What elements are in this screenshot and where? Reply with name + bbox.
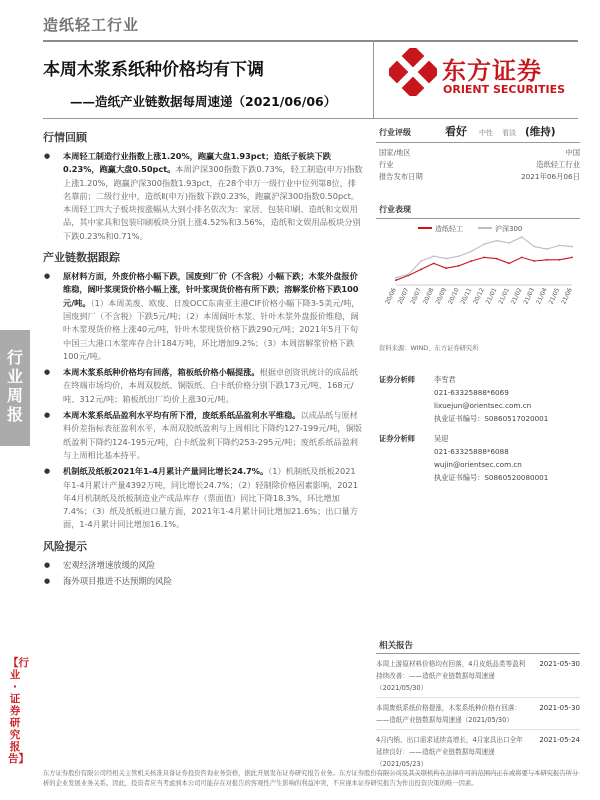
data-point: [521, 236, 523, 238]
data-point: [546, 259, 548, 261]
analyst-role: 证券分析师: [379, 434, 415, 443]
data-point: [433, 263, 435, 265]
rating-main: 看好: [445, 125, 467, 138]
data-point: [559, 245, 561, 247]
section-heading-risk: 风险提示: [43, 539, 87, 553]
data-point: [483, 243, 485, 245]
data-point: [483, 257, 485, 259]
x-tick-label: 21/01: [497, 286, 511, 306]
x-tick-label: 20/09: [434, 286, 449, 306]
review-bullet: [43, 150, 363, 243]
x-tick-label: 20/07: [396, 286, 411, 306]
legend-label: 沪深300: [495, 225, 523, 233]
related-report[interactable]: [376, 654, 580, 698]
chain-bullet-bold: 本周木浆系纸品盈利水平均有所下滑，废纸系纸品盈利水平维稳。: [63, 410, 301, 421]
related-report[interactable]: [376, 698, 580, 730]
report-category: 造纸轻工行业: [43, 16, 140, 34]
review-bullet-bold: 本周轻工制造行业指数上涨1.20%，跑赢大盘1.93pct；造纸子板块下跌0.23%，跑赢大盘0.50pct。: [63, 151, 331, 175]
chain-bullet: [43, 465, 363, 531]
report-subtitle: ——造纸产业链数据每周速递（2021/06/06）: [70, 94, 337, 109]
data-point: [420, 269, 422, 271]
section-heading-review: 行情回顾: [43, 131, 87, 144]
x-tick-label: 20/12: [472, 286, 486, 306]
risk-item: ● 海外项目推进不达预期的风险: [43, 575, 363, 588]
analyst-block: [376, 373, 580, 425]
x-tick-label: 20/07: [409, 286, 423, 306]
rating-option: 中性: [479, 129, 493, 137]
related-report[interactable]: [376, 730, 580, 774]
info-key: 报告发布日期: [379, 172, 423, 181]
x-tick-label: 20/08: [421, 286, 436, 306]
orient-logo-icon: [389, 48, 437, 96]
info-key: 国家/地区: [379, 148, 411, 157]
chart-source: 资料来源：WIND、东方证券研究所: [379, 345, 479, 352]
legend-label: 造纸轻工: [435, 225, 463, 233]
data-point: [508, 263, 510, 265]
data-point: [471, 260, 473, 262]
chain-bullet-text: 根据卓创资讯统计的成品纸在终端市场均价，本周双胶纸、铜版纸、白卡纸价格分别下跌173元/吨、168元/吨、312元/吨；箱板纸出厂均价上涨30元/吨。: [63, 367, 358, 404]
report-title: 本周木浆系纸种价格均有下调: [43, 60, 264, 80]
related-report-date: 2021-05-30: [539, 660, 580, 668]
data-point: [395, 279, 397, 281]
related-report-title[interactable]: 4月内销、出口需求延续高增长，4月家具出口全年延续良好：——造纸产业链数据每周速递（2021/05/23）: [376, 736, 523, 768]
data-point: [508, 242, 510, 244]
related-report-title[interactable]: 本周上游原材料价格均有回落，4月皮纸品类等盈利持续改善：——造纸产业链数据每周速递（2021/05/30）: [376, 660, 526, 692]
analyst-role: 证券分析师: [379, 375, 415, 384]
data-point: [433, 255, 435, 257]
data-point: [471, 251, 473, 253]
info-value: 中国: [565, 148, 580, 157]
analyst-phone: 021-63325888*6069: [434, 388, 509, 397]
chain-bullet-text: （1）本周美废、欧废、日废OCC东南亚主港CIF价格小幅下降3-5美元/吨，国废到厂（不含税）下跌5元/吨；（2）本周阔叶木浆、针叶木浆外盘报价维稳，阔叶木浆现货价格上涨40元/吨，针叶木浆现货价格下跌290元/吨；2021年5月下旬中国三大港口木浆库存合计184万吨，环比增加9.2%；（3）本周溶解浆价格下跌100元/吨。: [63, 297, 360, 361]
x-tick-label: 21/01: [484, 286, 499, 306]
data-point: [420, 260, 422, 262]
logo-cn-text: 东方证券: [442, 57, 542, 85]
data-point: [395, 277, 397, 279]
performance-chart: [376, 219, 580, 342]
analyst-license: 执业证书编号：S0860520080001: [434, 473, 549, 482]
data-point: [546, 248, 548, 250]
data-point: [408, 273, 410, 275]
x-tick-label: 21/04: [535, 286, 549, 306]
data-point: [571, 246, 573, 248]
analyst-phone: 021-63325888*6088: [434, 447, 509, 456]
data-point: [559, 259, 561, 261]
info-value: 造纸轻工行业: [536, 160, 580, 169]
section-heading-chain: 产业链数据跟踪: [43, 251, 120, 265]
side-note: 【行业·证券研究报告】: [8, 657, 29, 765]
x-tick-label: 20/10: [447, 286, 461, 306]
chain-bullet: [43, 270, 363, 363]
analyst-name: 吴迎: [434, 434, 449, 443]
data-point: [445, 267, 447, 269]
x-tick-label: 21/06: [560, 286, 574, 306]
info-key: 行业: [379, 160, 394, 169]
analyst-email[interactable]: wujin@orientsec.com.cn: [434, 460, 522, 469]
data-point: [496, 240, 498, 242]
chain-bullet-bold: 原材料方面，外废价格小幅下跌，国废到厂价（不含税）小幅下跌；木浆外盘报价维稳，阔叶浆现货价格小幅上涨，针叶浆现货价格有所下跌；溶解浆价格下跌100元/吨。: [63, 271, 359, 308]
chain-bullet: [43, 366, 363, 406]
data-point: [533, 260, 535, 262]
info-row: [376, 159, 580, 171]
chain-bullet-text: 以成品纸与原材料价差指标表征盈利水平，本周双胶纸盈利与上周相比下降约127-199元/吨，铜版纸盈利下降约124-195元/吨，白卡纸盈利下降约253-295元/吨；废纸系纸品盈利与上周相比基本持平。: [63, 410, 362, 460]
analyst-license: 执业证书编号：S0860517020001: [434, 414, 549, 423]
disclaimer: 东方证券股份有限公司经相关主管机关核准具备证券投资咨询业务资格，据此开展发布证券研究报告业务。东方证券股份有限公司及其关联机构在法律许可的范围内正在或将要与本研究报告所分析的企业发展业务关系。因此，投资者应当考虑到本公司可能存在对报告的客观性产生影响的利益冲突，不应视本证券研究报告为作出投资决策的唯一因素。: [43, 770, 579, 787]
related-report-date: 2021-05-24: [539, 736, 580, 744]
data-point: [533, 246, 535, 248]
rating-status: (维持): [525, 126, 556, 138]
logo-en-text: ORIENT SECURITIES: [443, 83, 566, 96]
rating-label: 行业评级: [379, 128, 411, 137]
analyst-email[interactable]: lixuejun@orientsec.com.cn: [434, 401, 532, 410]
review-bullet-text: 本周沪深300指数下跌0.73%，轻工制造(申万)指数上涨1.20%，跑赢沪深300指数1.93pct，在28个申万一级行业中位列第8位，排名靠前；二级行业中，造纸Ⅱ(申万)指数下跌0.23%，跑赢沪深300指数0.50pct。本周轻工四大子板块按涨幅从大到小排名依次为：家居、包装印刷、造纸和文娱用品，其中家具和包装印刷板块分别上涨4.52%和3.56%，造纸和文娱用品板块分别下跌0.23%和0.71%。: [63, 164, 363, 241]
title-vertical-divider: [373, 41, 374, 118]
x-tick-label: 20/06: [384, 286, 398, 306]
info-row: [376, 147, 580, 159]
related-report-title[interactable]: 本周废纸系纸价格提涨，木浆系纸种价格有回落：——造纸产业链数据每周速递（2021/05/30）: [376, 704, 522, 724]
rating-option: 看淡: [502, 129, 516, 137]
chain-bullet-bold: 本周木浆系纸种价格均有回落，箱板纸价格小幅提涨。: [63, 367, 260, 378]
x-tick-label: 21/03: [522, 286, 537, 306]
side-tab-text: 行业周报: [6, 348, 23, 424]
x-tick-label: 21/02: [509, 286, 524, 306]
data-point: [458, 265, 460, 267]
x-tick-label: 20/11: [459, 286, 474, 306]
related-report-date: 2021-05-30: [539, 704, 580, 712]
orient-securities-logo: [389, 48, 579, 108]
risk-item: ● 宏观经济增速放缓的风险: [43, 559, 363, 572]
chain-bullet-bold: 机制纸及纸板2021年1-4月累计产量同比增长24.7%。: [63, 466, 269, 477]
top-divider: [43, 40, 578, 42]
data-point: [445, 258, 447, 260]
analyst-name: 李雪君: [434, 375, 456, 384]
info-row: [376, 171, 580, 183]
rating-row: [376, 121, 580, 143]
chain-bullet: [43, 409, 363, 462]
data-point: [521, 257, 523, 259]
sidebar: [376, 121, 580, 774]
title-divider: [43, 118, 578, 119]
analyst-block: [376, 432, 580, 484]
info-value: 2021年06月06日: [520, 172, 580, 181]
data-point: [496, 258, 498, 260]
x-tick-label: 21/05: [547, 286, 562, 306]
data-point: [571, 257, 573, 259]
performance-heading: 行业表现: [376, 202, 580, 219]
main-content: [43, 125, 363, 591]
chain-bullet-text: （1）机制纸及纸板2021年1-4月累计产量4392万吨，同比增长24.7%；（2）轻制除价格因素影响，2021年4月机制纸及纸板制造业产成品库存（票面值）同比下降18.3%，环比增加7.4%；（3）纸及纸板进口量方面，2021年1-4月累计同比增加21.6%；出口量方面，1-4月累计同比增加16.1%。: [63, 466, 359, 530]
performance-chart-svg: [376, 219, 580, 342]
data-point: [458, 255, 460, 257]
related-reports-heading: 相关报告: [376, 639, 580, 654]
